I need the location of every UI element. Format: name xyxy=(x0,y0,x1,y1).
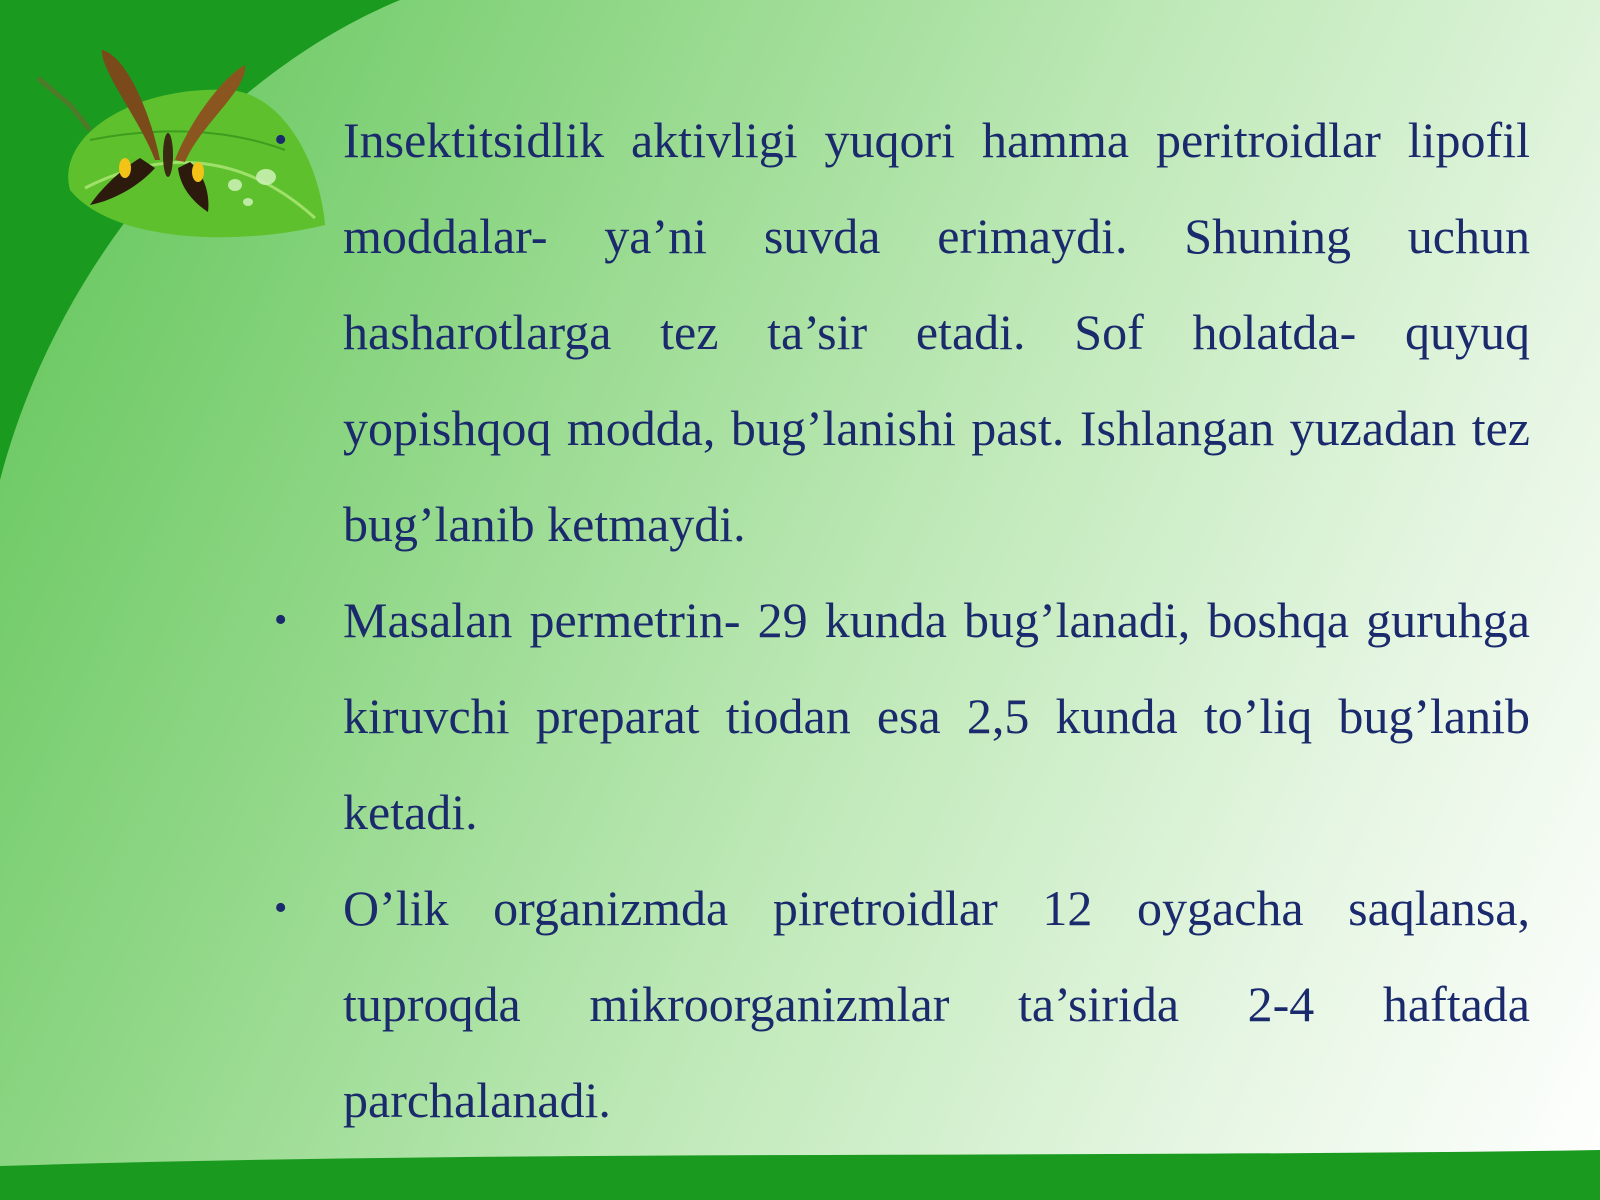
bullet-text: Insektitsidlik aktivligi yuqori hamma peritroidlar lipofil moddalar- ya’ni suvda erimaydi. Shuning uchun hasharotlarga tez ta’sir etadi. Sof holatda- quyuq yopishqoq modda, bug’lanishi past. Ishlangan yuzadan tez bug’lanib ketmaydi. xyxy=(343,112,1530,552)
bullet-item xyxy=(272,92,1530,572)
bullet-list xyxy=(272,92,1530,1148)
bullet-marker-icon: • xyxy=(274,119,288,161)
bullet-marker-icon: • xyxy=(274,599,288,641)
bullet-item xyxy=(272,572,1530,860)
bottom-green-band xyxy=(0,1150,1600,1200)
bullet-text: O’lik organizmda piretroidlar 12 oygacha saqlansa, tuproqda mikroorganizmlar ta’sirida 2-4 haftada parchalanadi. xyxy=(343,880,1530,1128)
bullet-text: Masalan permetrin- 29 kunda bug’lanadi, boshqa guruhga kiruvchi preparat tiodan esa 2,5 kunda to’liq bug’lanib ketadi. xyxy=(343,592,1530,840)
bullet-marker-icon: • xyxy=(274,887,288,929)
bullet-item xyxy=(272,860,1530,1148)
slide-content xyxy=(272,92,1530,1148)
